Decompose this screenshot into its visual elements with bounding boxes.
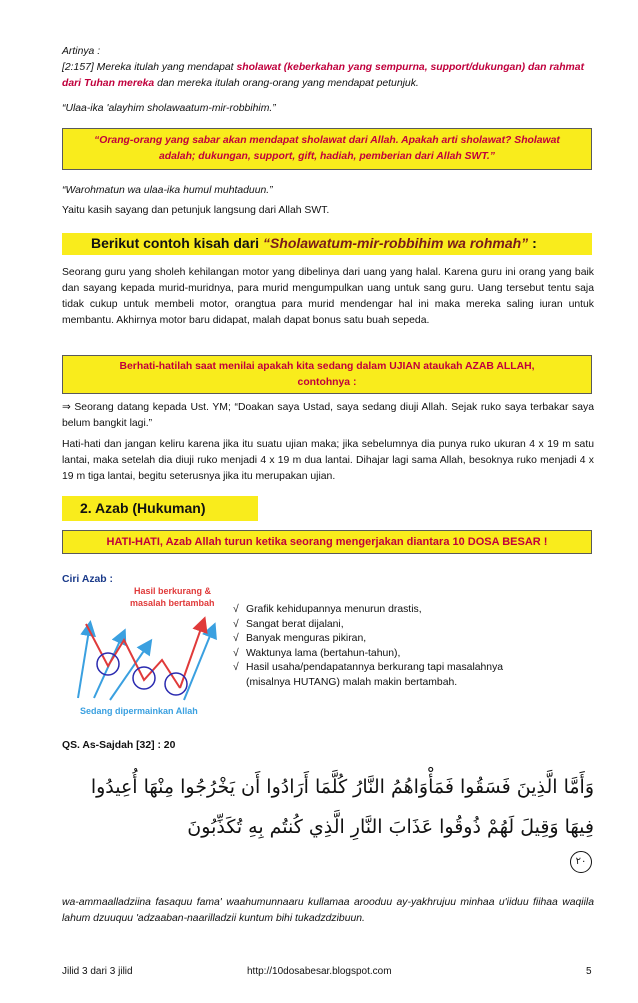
transliteration-3: wa-ammaalladziina fasaquu fama' waahumunnaaru kullamaa arooduu ay-yakhrujuu minhaa u'iiduu fiihaa waqiila lahum dzuuquu 'adzaaban-naarilladzii kuntum bihi tukadzdzibuun. bbox=[62, 897, 594, 924]
verse-pre: Mereka itulah yang mendapat bbox=[93, 62, 237, 73]
diagram-label-top2: masalah bertambah bbox=[130, 598, 215, 608]
ciri-azab-label: Ciri Azab : bbox=[62, 574, 113, 585]
dosa-besar-warning-box bbox=[62, 530, 592, 554]
box2-line2: contohnya : bbox=[297, 377, 357, 388]
diagram-label-bottom: Sedang dipermainkan Allah bbox=[80, 706, 198, 716]
qs-reference: QS. As-Sajdah [32] : 20 bbox=[62, 740, 176, 751]
arrow-icon: ⇒ bbox=[62, 402, 71, 413]
checklist-item: √ Sangat berat dijalani, bbox=[233, 618, 503, 633]
circle-3 bbox=[165, 673, 187, 695]
section-azab-heading bbox=[62, 496, 258, 521]
checklist-item: √ Grafik kehidupannya menurun drastis, bbox=[233, 603, 503, 618]
check-icon: √ bbox=[233, 633, 239, 644]
azab-diagram-svg bbox=[64, 580, 230, 716]
box3-text: HATI-HATI, Azab Allah turun ketika seorang mengerjakan diantara 10 DOSA BESAR ! bbox=[106, 536, 548, 548]
ciri-azab-checklist bbox=[233, 603, 503, 690]
box2-line1: Berhati-hatilah saat menilai apakah kita sedang dalam UJIAN ataukah AZAB ALLAH, bbox=[119, 361, 535, 372]
ayah-number-badge: ٢٠ bbox=[570, 851, 592, 873]
transliteration-2: “Warohmatun wa ulaa-ika humul muhtaduun.” bbox=[62, 185, 273, 196]
section-azab-title: 2. Azab (Hukuman) bbox=[80, 500, 206, 516]
story-paragraph: Seorang guru yang sholeh kehilangan motor yang dibelinya dari uang yang halal. Karena guru ini orang yang baik dan sayang kepada murid-muridnya, para murid mengumpulkan uang untuk sang guru. Uang tersebut tentu saja tidak cukup untuk membeli motor, orangtua para murid mendengar hal ini maka mereka saling iuran untuk membantu. Akhirnya motor baru didapat, malah dapat bonus satu buah sepeda. bbox=[62, 267, 594, 326]
verse-translation bbox=[62, 60, 594, 92]
heading-a: Berikut contoh kisah dari bbox=[91, 235, 263, 251]
azab-diagram bbox=[64, 580, 230, 716]
checklist-item: (misalnya HUTANG) malah makin bertambah. bbox=[246, 676, 458, 688]
box1-line2 bbox=[63, 149, 591, 165]
artinya-label: Artinya : bbox=[62, 46, 101, 57]
sholawat-definition-box bbox=[62, 128, 592, 170]
box1-gift: gift bbox=[298, 151, 315, 162]
check-icon: √ bbox=[233, 647, 239, 659]
story-heading bbox=[62, 233, 592, 255]
checklist-item: √ Hasil usaha/pendapatannya berkurang tapi masalahnya bbox=[233, 661, 503, 676]
verse-ref: [2:157] bbox=[62, 62, 94, 73]
warning-paragraph: Hati-hati dan jangan keliru karena jika itu suatu ujian maka; jika sebelumnya dia punya ruko ukuran 4 x 19 m satu lantai, maka setelah dia diuji ruko menjadi 4 x 19 m dua lantai. Dihajar lagi sama Allah, besoknya ruko menjadi 4 x 19 m tiga lantai, begitu seterusnya jika itu merupakan ujian. bbox=[62, 439, 594, 482]
document-page bbox=[62, 0, 594, 1003]
footer-url: http://10dosabesar.blogspot.com bbox=[247, 966, 392, 977]
verse-highlight: sholawat (keberkahan yang sempurna, support/dukungan) dan rahmat dari Tuhan mereka bbox=[62, 62, 585, 89]
box1-line1: “Orang-orang yang sabar akan mendapat sholawat dari Allah. Apakah arti sholawat? Sholawat bbox=[94, 135, 560, 146]
arabic-verse-line1: وَأَمَّا الَّذِينَ فَسَقُوا فَمَأْوَاهُمُ النَّارُ كُلَّمَا أَرَادُوا أَن يَخْرُجُوا مِنْهَا أُعِيدُوا bbox=[90, 776, 594, 798]
meaning-2: Yaitu kasih sayang dan petunjuk langsung dari Allah SWT. bbox=[62, 205, 330, 216]
arabic-verse-line2: فِيهَا وَقِيلَ لَهُمْ ذُوقُوا عَذَابَ النَّارِ الَّذِي كُنتُم بِهِ تُكَذِّبُونَ bbox=[187, 816, 594, 838]
ujian-azab-box bbox=[62, 355, 592, 394]
diagram-label-top1: Hasil berkurang & bbox=[134, 586, 212, 596]
footer-page-number: 5 bbox=[586, 966, 592, 977]
checklist-item: √ Waktunya lama (bertahun-tahun), bbox=[233, 647, 503, 662]
footer-left: Jilid 3 dari 3 jilid bbox=[62, 966, 133, 977]
heading-quote: “Sholawatum-mir-robbihim wa rohmah” bbox=[262, 235, 529, 251]
example-text: Seorang datang kepada Ust. YM; “Doakan saya Ustad, saya sedang diuji Allah. Sejak ruko saya terbakar saya belum bangkit lagi.” bbox=[62, 402, 594, 429]
box1-line2-b: , hadiah, pemberian dari Allah SWT.” bbox=[314, 151, 495, 162]
transliteration-1: “Ulaa-ika 'alayhim sholawaatum-mir-robbihim.” bbox=[62, 103, 276, 114]
blue-arrow-1 bbox=[78, 624, 90, 698]
checklist-item: √ Banyak menguras pikiran, bbox=[233, 632, 503, 647]
check-icon: √ bbox=[233, 662, 239, 673]
example-paragraph bbox=[62, 400, 594, 432]
verse-post: dan mereka itulah orang-orang yang mendapat petunjuk. bbox=[154, 78, 419, 89]
check-icon: √ bbox=[233, 618, 239, 630]
heading-b: : bbox=[528, 235, 537, 251]
check-icon: √ bbox=[233, 604, 239, 615]
box1-line2-a: adalah; dukungan, support, bbox=[159, 151, 299, 162]
